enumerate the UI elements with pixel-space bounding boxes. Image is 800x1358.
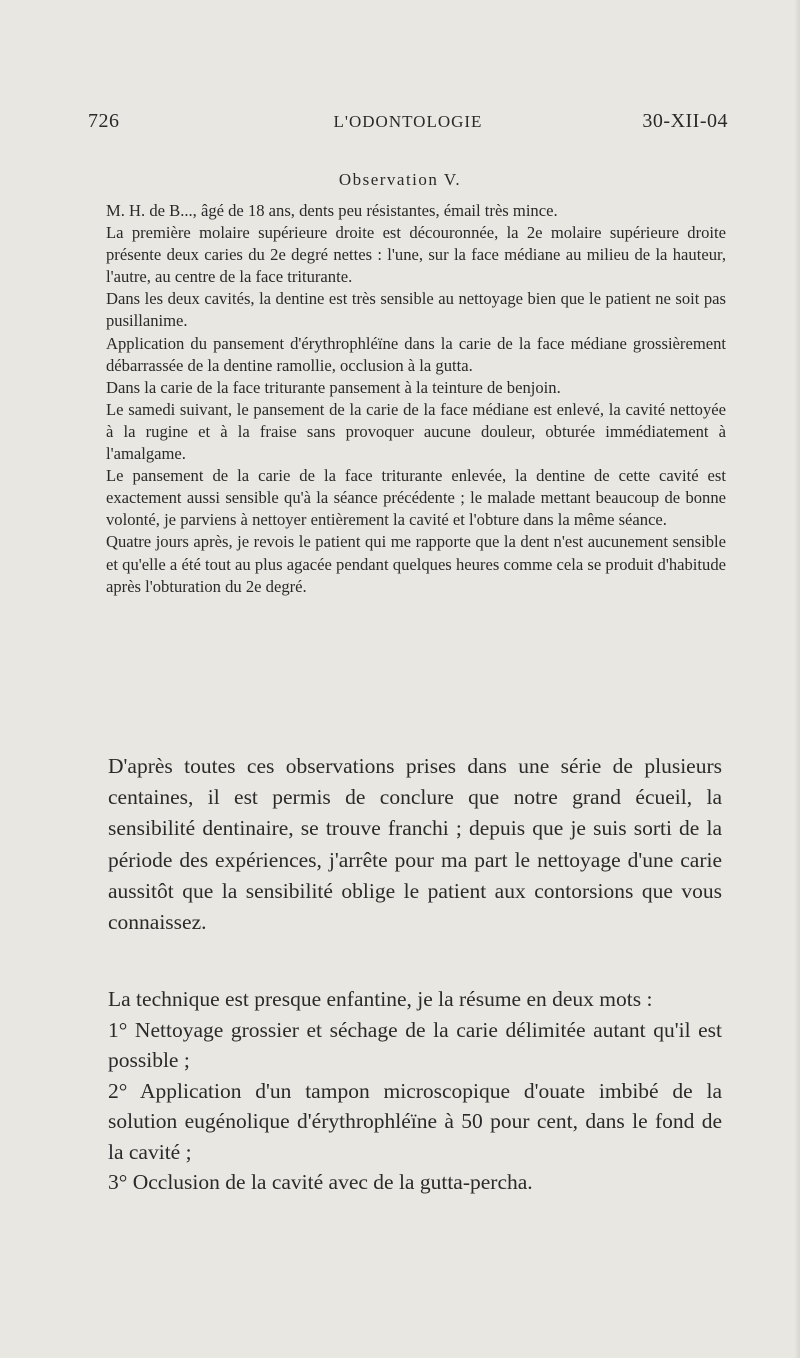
running-header <box>88 110 728 138</box>
observation-paragraph: Le pansement de la carie de la face triturante enlevée, la dentine de cette cavité est exactement aussi sensible qu'à la séance précédente ; le malade mettant beaucoup de bonne volonté, je parviens à nettoyer entièrement la cavité et l'obture dans la même séance. <box>106 466 726 530</box>
technique-intro: La technique est presque enfantine, je la résume en deux mots : <box>108 987 653 1011</box>
technique-block <box>108 984 722 1198</box>
issue-date: 30-XII-04 <box>642 110 728 132</box>
page-edge <box>794 0 800 1358</box>
running-title: L'ODONTOLOGIE <box>333 112 483 131</box>
technique-step: 1° Nettoyage grossier et séchage de la carie délimitée autant qu'il est possible ; <box>108 1017 722 1072</box>
technique-step: 3° Occlusion de la cavité avec de la gutta-percha. <box>108 1170 533 1194</box>
observation-paragraph: Le samedi suivant, le pansement de la carie de la face médiane est enlevé, la cavité nettoyée à la rugine et à la fraise sans provoquer aucune douleur, obturée immédiatement à l'amalgame. <box>106 399 726 464</box>
observation-body <box>106 200 726 598</box>
page-number: 726 <box>88 110 120 132</box>
observation-paragraph: La première molaire supérieure droite est découronnée, la 2e molaire supérieure droite présente deux caries du 2e degré nettes : l'une, sur la face médiane au milieu de la hauteur, l'autre, au centre de la face triturante. <box>106 223 726 287</box>
observation-paragraph: M. H. de B..., âgé de 18 ans, dents peu résistantes, émail très mince. <box>106 201 558 220</box>
observation-paragraph: Application du pansement d'érythrophléïne dans la carie de la face médiane grossièrement débarrassée de la dentine ramollie, occlusion à la gutta. <box>106 333 726 375</box>
observation-paragraph: Dans la carie de la face triturante pansement à la teinture de benjoin. <box>106 377 561 397</box>
technique-step: 2° Application d'un tampon microscopique d'ouate imbibé de la solution eugénolique d'érythrophléïne à 50 pour cent, dans le fond de la cavité ; <box>108 1078 722 1164</box>
conclusion-paragraph: D'après toutes ces observations prises dans une série de plusieurs centaines, il est permis de conclure que notre grand écueil, la sensibilité dentinaire, se trouve franchi ; depuis que je suis sorti de la période des expériences, j'arrête pour ma part le nettoyage d'une carie aussitôt que la sensibilité oblige le patient aux contorsions que vous connaissez. <box>108 754 722 935</box>
conclusion-block <box>108 751 722 938</box>
observation-title: Observation V. <box>338 170 462 189</box>
observation-paragraph: Quatre jours après, je revois le patient qui me rapporte que la dent n'est aucunement sensible et qu'elle a été tout au plus agacée pendant quelques heures comme cela se produit d'habitude après l'obturation du 2e degré. <box>106 532 726 596</box>
observation-paragraph: Dans les deux cavités, la dentine est très sensible au nettoyage bien que le patient ne soit pas pusillanime. <box>106 289 726 331</box>
